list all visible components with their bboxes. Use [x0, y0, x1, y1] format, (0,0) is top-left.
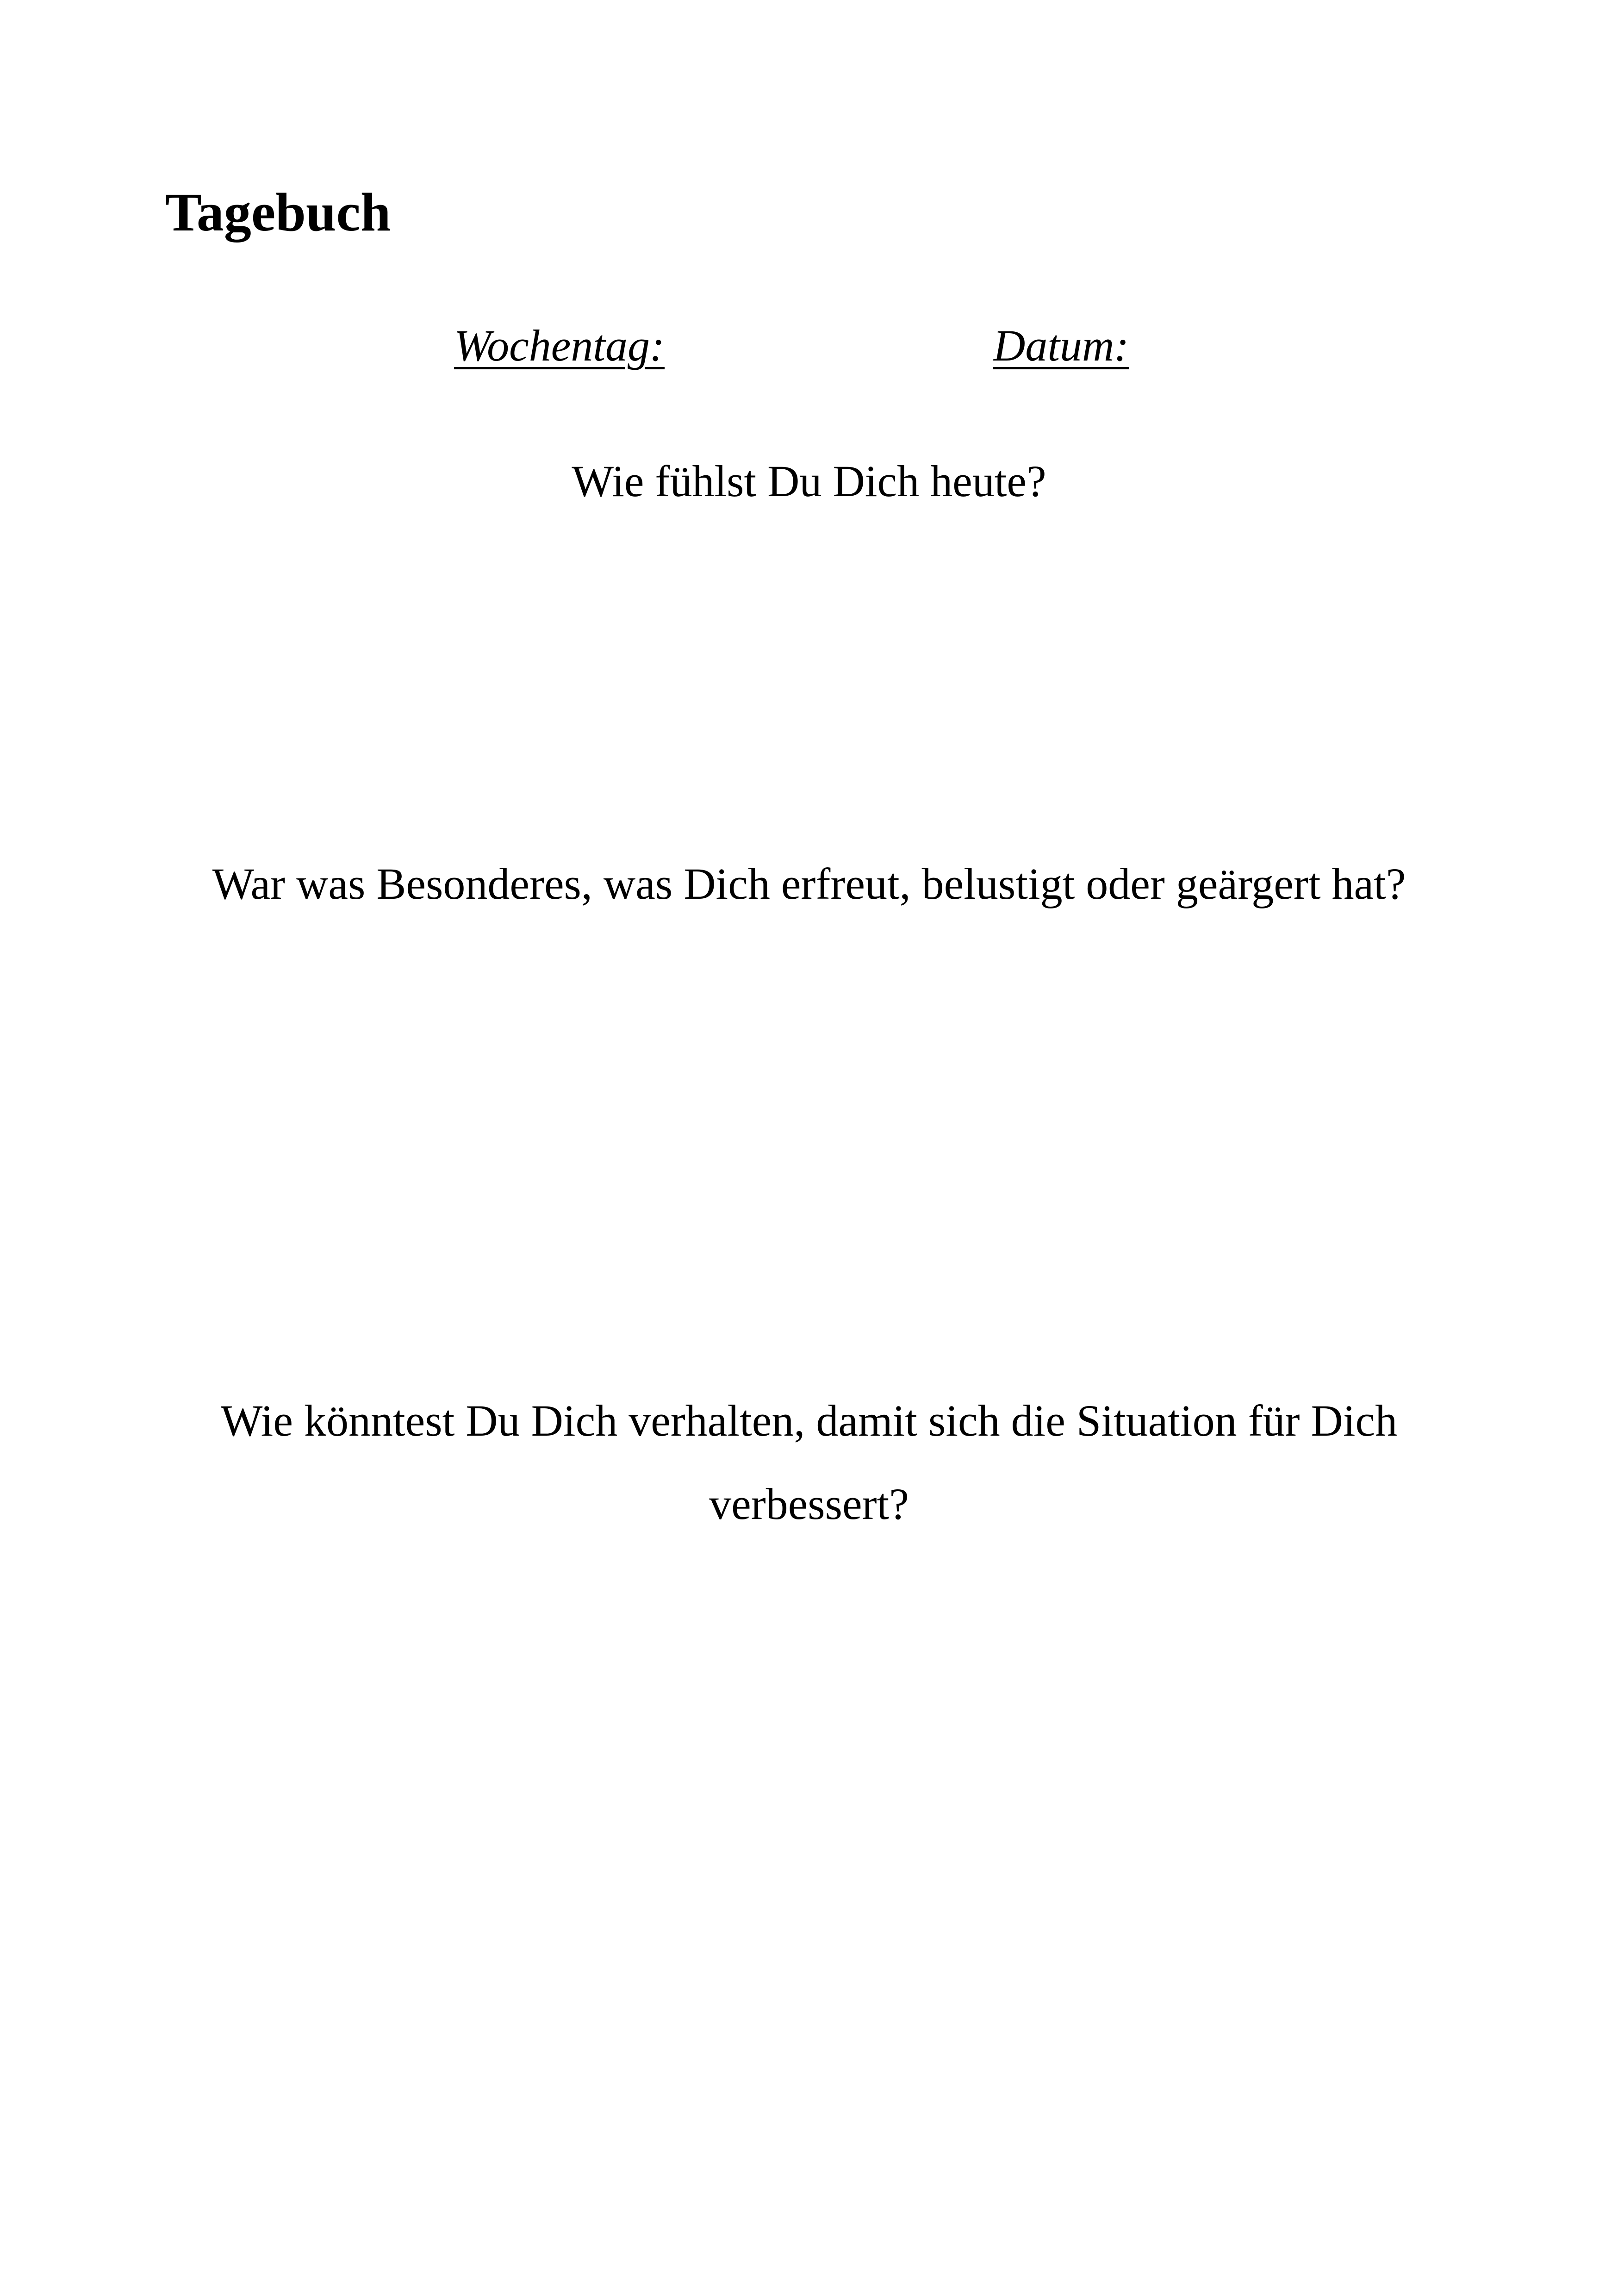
date-line	[454, 321, 1146, 370]
question-feeling: Wie fühlst Du Dich heute?	[572, 456, 1046, 506]
date-label: Datum:	[993, 321, 1129, 370]
question-special-event: War was Besonderes, was Dich erfreut, belustigt oder geärgert hat?	[212, 859, 1406, 908]
question-improvement: Wie könntest Du Dich verhalten, damit sich die Situation für Dich verbessert?	[220, 1396, 1398, 1529]
weekday-label: Wochentag:	[454, 321, 665, 370]
question-improvement-block	[0, 1379, 1618, 1546]
page-title: Tagebuch	[165, 182, 391, 243]
